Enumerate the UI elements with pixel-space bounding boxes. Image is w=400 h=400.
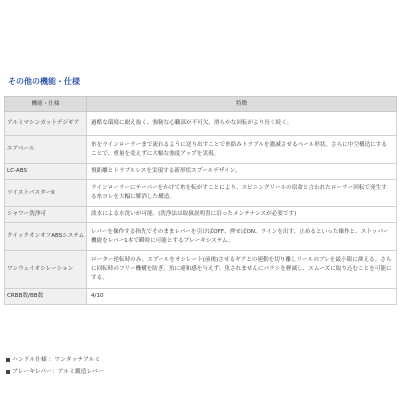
square-bullet-icon — [6, 358, 10, 362]
feature-name: エアベール — [5, 136, 87, 164]
feature-name: CRBB数/BB数 — [5, 289, 87, 305]
feature-description: 淡水による水洗いが可能。(洗浄法は取扱説明書に沿ったメンテナンスが必要です) — [87, 207, 397, 223]
feature-description: 過酷な環境に耐え抜く、強靭な心臓部が不可欠。滑らかな回転がより長く続く。 — [87, 112, 397, 136]
feature-description: 糸をラインローラーまで流れるように送り出すことで糸絡みトラブルを激減させるベール形状。さらに中空構造にすることで、重量を変えずに大幅な強度アップを実現。 — [87, 136, 397, 164]
table-row — [5, 207, 397, 223]
feature-description: ローター逆転時のみ、スプールをオシレート(前後)させるギアとの連動を切り離しリールのブレを最小限に抑える。さらに回転時のフリー機構を防ぎ、魚に違和感を与えず、魚されませんにバラシを軽減し、スムーズに取り込むことを可能にする。 — [87, 251, 397, 289]
section-title: その他の機能・仕様 — [8, 77, 80, 86]
table-header-row — [5, 97, 397, 112]
feature-name: クイックオンオフABSシステム — [5, 223, 87, 251]
table-row — [5, 223, 397, 251]
feature-name: LC-ABS — [5, 164, 87, 180]
note-text: ブレーキレバー：アルミ鍛造レバー — [12, 369, 104, 375]
feature-description: レバーを操作する指先でそのままレバーを引けばOFF、押せばON。ラインを出す、止めるといった操作と、ストッパー機能をレバー1本で瞬時に可能とするブレーキシステム。 — [87, 223, 397, 251]
table-row — [5, 164, 397, 180]
table-row — [5, 112, 397, 136]
feature-description: ラインローラーにテーパーをかけて糸を転がすことにより、スピニングリールの宿命と言われたローラー回転で発生する糸ヨレを大幅に解消した構造。 — [87, 180, 397, 207]
table-row — [5, 136, 397, 164]
table-row — [5, 180, 397, 207]
feature-description: 飛距離とトラブルレスを実現する新形状スプールデザイン。 — [87, 164, 397, 180]
feature-description: 4/10 — [87, 289, 397, 305]
feature-name: アルミマシンカットデジギア — [5, 112, 87, 136]
spec-table — [4, 96, 397, 305]
note-handle — [6, 354, 103, 366]
header-description: 特徴 — [87, 97, 397, 112]
feature-name: ワンウェイオシレーション — [5, 251, 87, 289]
table-row — [5, 251, 397, 289]
spec-notes — [6, 354, 103, 378]
square-bullet-icon — [6, 370, 10, 374]
table-row — [5, 289, 397, 305]
feature-name: シャワー洗浄可 — [5, 207, 87, 223]
header-feature: 機能・仕様 — [5, 97, 87, 112]
note-text: ハンドル仕様 ：ワンタッチアルミ — [12, 357, 101, 363]
feature-name: ツイストバスターII — [5, 180, 87, 207]
note-brake-lever — [6, 366, 103, 378]
